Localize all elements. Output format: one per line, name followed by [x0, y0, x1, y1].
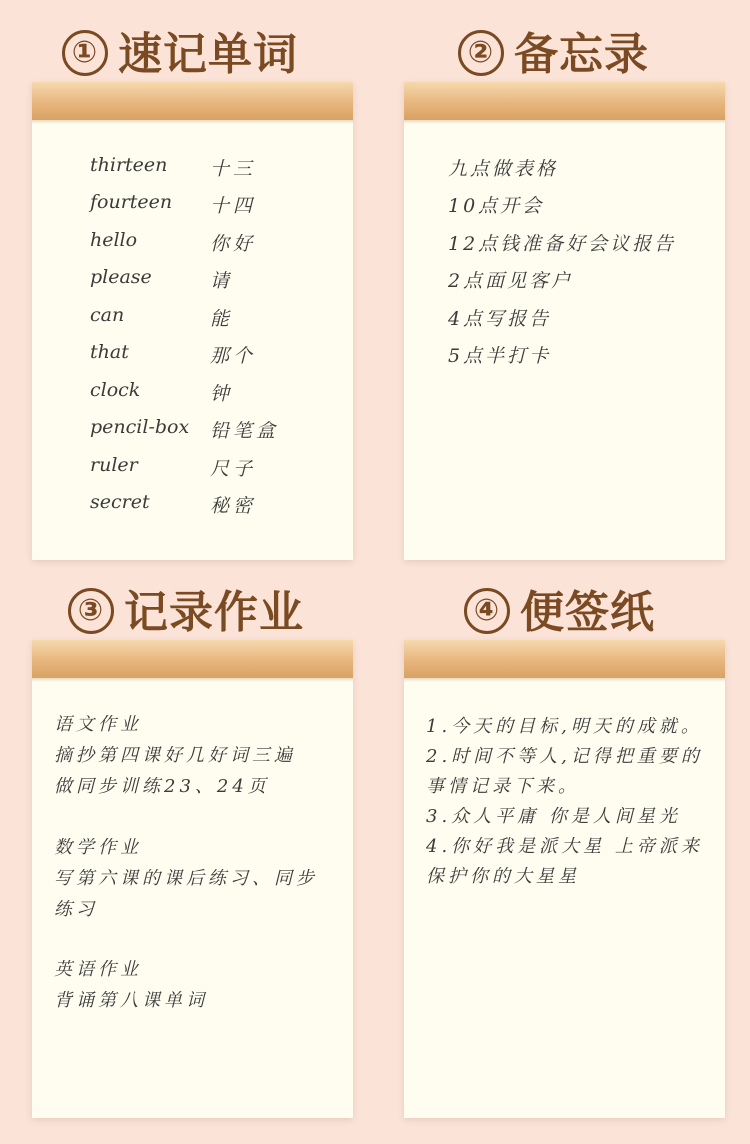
vocab-chinese: 秘密 [210, 495, 257, 517]
homework-line: 英语作业 [54, 959, 142, 980]
vocab-english: can [90, 304, 125, 326]
memo-line: 10点开会 [448, 195, 545, 217]
section-title-memo [458, 18, 649, 82]
vocab-english: that [90, 341, 129, 363]
memo-line: 12点钱准备好会议报告 [448, 233, 677, 255]
homework-line: 做同步训练23、24页 [54, 776, 270, 797]
note-line: 2.时间不等人,记得把重要的 [426, 746, 703, 767]
vocab-english: fourteen [90, 191, 173, 213]
section-title-notes [464, 576, 655, 640]
pad-header [404, 640, 725, 678]
section-title-text: 记录作业 [124, 587, 304, 638]
vocab-pad [32, 82, 353, 560]
pad-header [404, 82, 725, 120]
vocab-english: thirteen [90, 154, 168, 176]
note-line: 保护你的大星星 [426, 866, 580, 887]
section-number: ② [458, 30, 504, 76]
memo-line: 5点半打卡 [448, 345, 552, 367]
vocab-english: clock [90, 379, 141, 401]
vocab-english: pencil-box [90, 416, 190, 438]
section-number: ① [62, 30, 108, 76]
vocab-chinese: 那个 [210, 345, 257, 367]
vocab-english: hello [90, 229, 138, 251]
vocab-chinese: 十四 [210, 195, 257, 217]
note-line: 事情记录下来。 [426, 776, 580, 797]
homework-line: 摘抄第四课好几好词三遍 [54, 745, 296, 766]
section-title-text: 便签纸 [520, 587, 655, 638]
memo-line: 九点做表格 [448, 158, 559, 180]
vocab-chinese: 十三 [210, 158, 257, 180]
section-number: ④ [464, 588, 510, 634]
pad-header [32, 82, 353, 120]
note-line: 3.众人平庸 你是人间星光 [426, 806, 681, 827]
vocab-english: please [90, 266, 152, 288]
note-line: 1.今天的目标,明天的成就。 [426, 716, 703, 737]
section-title-homework [68, 576, 304, 640]
vocab-english: ruler [90, 454, 138, 476]
vocab-chinese: 能 [210, 308, 234, 330]
section-title-text: 备忘录 [514, 29, 649, 80]
section-title-vocab [62, 18, 298, 82]
pad-header [32, 640, 353, 678]
vocab-english: secret [90, 491, 150, 513]
vocab-chinese: 铅笔盒 [210, 420, 280, 442]
homework-line: 练习 [54, 899, 98, 920]
homework-line: 数学作业 [54, 837, 142, 858]
homework-pad [32, 640, 353, 1118]
vocab-chinese: 你好 [210, 233, 257, 255]
section-number: ③ [68, 588, 114, 634]
homework-line: 语文作业 [54, 714, 142, 735]
homework-line: 背诵第八课单词 [54, 990, 208, 1011]
homework-line: 写第六课的课后练习、同步 [54, 868, 318, 889]
note-line: 4.你好我是派大星 上帝派来 [426, 836, 703, 857]
vocab-chinese: 请 [210, 270, 234, 292]
section-title-text: 速记单词 [118, 29, 298, 80]
vocab-chinese: 钟 [210, 383, 234, 405]
memo-pad [404, 82, 725, 560]
notes-pad [404, 640, 725, 1118]
vocab-chinese: 尺子 [210, 458, 257, 480]
memo-line: 4点写报告 [448, 308, 552, 330]
memo-line: 2点面见客户 [448, 270, 574, 292]
